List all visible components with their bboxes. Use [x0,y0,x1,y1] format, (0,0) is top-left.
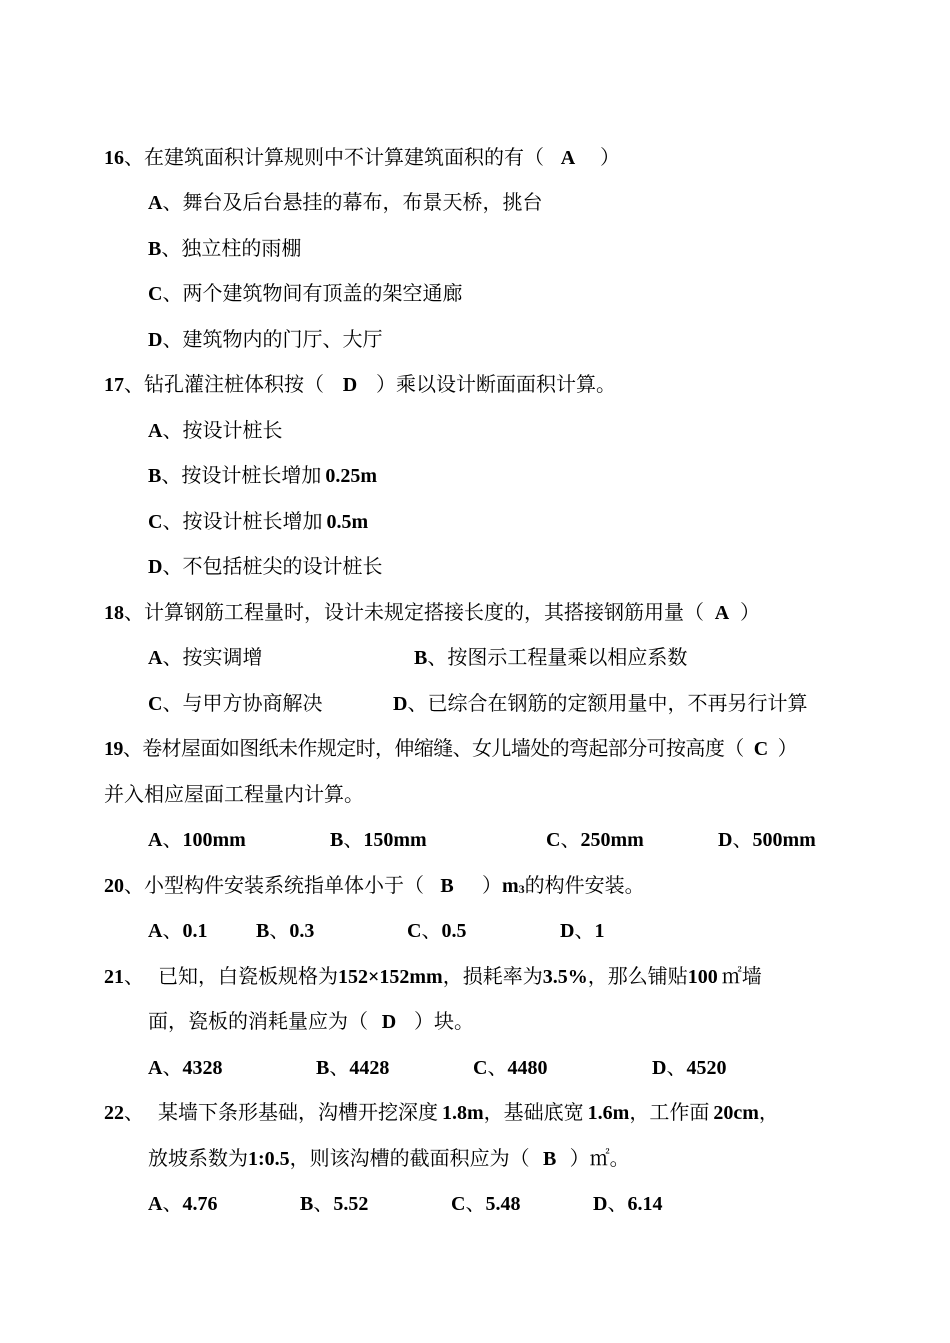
question-number: 16 [104,147,124,169]
separator: 、 [162,918,183,942]
option-b [148,235,301,262]
separator: 、 [269,918,290,942]
question-text: 并入相应屋面工程量内计算。 [104,782,364,806]
answer: D [342,374,358,396]
answer: B [440,875,454,897]
answer: A [714,602,730,624]
option-letter: D [148,329,163,351]
separator: 、 [421,918,442,942]
value: 1.6m [587,1102,630,1124]
question-16-stem [104,144,620,171]
option-b [256,917,314,944]
option-letter: B [414,647,428,669]
value: 20cm [713,1102,759,1124]
separator: 、 [162,827,183,851]
option-d [148,326,382,353]
question-18-stem [104,599,760,626]
option-text: 按实调增 [182,645,263,669]
option-text: 4520 [686,1057,727,1079]
option-d [718,826,816,853]
option-text: 5.48 [485,1193,521,1215]
option-letter: A [148,829,163,851]
option-letter: A [148,192,163,214]
separator: 、 [574,918,595,942]
option-letter: D [148,556,163,578]
option-letter: C [148,283,163,305]
value: 3.5% [542,966,588,988]
question-21-stem-line2 [148,1008,474,1035]
question-text: 面，瓷板的消耗量应为（ [148,1009,368,1033]
option-d [393,690,807,717]
value: 1:0.5 [248,1148,290,1170]
option-d [593,1190,662,1217]
separator: 、 [124,1100,144,1124]
question-text: ）㎡。 [569,1146,630,1170]
separator: 、 [162,190,183,214]
option-letter: C [473,1057,488,1079]
separator: 、 [161,236,182,260]
question-number: 22 [104,1102,124,1124]
separator: 、 [124,600,144,624]
separator: 、 [124,145,144,169]
option-c [546,826,644,853]
option-letter: C [148,693,163,715]
option-d [652,1054,726,1081]
option-b [316,1054,389,1081]
option-letter: C [148,511,163,533]
separator: 、 [124,372,144,396]
separator: 、 [162,554,183,578]
question-19-stem-line2 [104,781,364,807]
option-c [473,1054,547,1081]
separator: 、 [465,1191,486,1215]
option-a [148,417,282,444]
separator: 、 [162,1191,183,1215]
separator: 、 [162,645,183,669]
separator: 、 [162,1055,183,1079]
question-text: 在建筑面积计算规则中不计算建筑面积的有（ [144,145,544,169]
question-text: ） [740,600,760,624]
option-text: 按设计桩长 [182,418,283,442]
question-text: 已知，白瓷板规格为 [158,964,338,988]
option-text: 6.14 [627,1193,663,1215]
question-text: ，损耗率为 [442,964,543,988]
question-17-stem [104,371,616,398]
separator: 、 [732,827,753,851]
question-number: 17 [104,374,124,396]
answer: B [543,1148,557,1170]
separator: 、 [343,827,364,851]
question-22-stem-line2 [148,1145,630,1172]
option-d [560,917,604,944]
separator: 、 [607,1191,628,1215]
option-text: 0.1 [182,920,208,942]
question-22-stem [104,1099,779,1126]
option-letter: A [148,1193,163,1215]
option-a [148,644,262,671]
separator: 、 [124,964,144,988]
answer: D [381,1011,397,1033]
separator: 、 [487,1055,508,1079]
option-text: 不包括桩尖的设计桩长 [182,554,383,578]
option-text: 独立柱的雨棚 [181,236,302,260]
separator: 、 [666,1055,687,1079]
option-letter: A [148,1057,163,1079]
option-text: 1 [594,920,605,942]
option-text: 4428 [349,1057,390,1079]
option-value: 0.5m [326,511,369,533]
unit-exponent: 3 [518,882,525,896]
option-b [148,462,377,489]
option-letter: B [148,465,162,487]
option-text: 250mm [580,829,644,851]
answer: A [560,147,576,169]
separator: 、 [161,463,182,487]
option-letter: D [593,1193,608,1215]
question-text: 卷材屋面如图纸未作规定时，伸缩缝、女儿墙处的弯起部分可按高度（ [142,736,744,760]
option-text: 500mm [752,829,816,851]
value: 100 [687,966,718,988]
option-letter: C [546,829,561,851]
question-21-stem [104,963,762,990]
option-text: 4480 [507,1057,548,1079]
option-c [407,917,466,944]
question-number: 18 [104,602,124,624]
answer: C [753,738,768,760]
option-letter: D [393,693,408,715]
question-text: 放坡系数为 [148,1146,248,1170]
question-text: ） [777,736,798,760]
option-a [148,1190,217,1217]
option-letter: B [256,920,270,942]
option-a [148,1054,222,1081]
value: 1.8m [442,1102,484,1124]
separator: 、 [427,645,448,669]
question-number: 21 [104,966,124,988]
separator: 、 [313,1191,334,1215]
option-text: 按图示工程量乘以相应系数 [447,645,688,669]
separator: 、 [407,691,428,715]
option-text: 5.52 [333,1193,369,1215]
value: 152×152mm [338,966,443,988]
option-text: 100mm [182,829,246,851]
option-c [148,508,368,535]
option-text: 150mm [363,829,427,851]
option-b [330,826,427,853]
option-text: 按设计桩长增加 [182,509,323,533]
option-a [148,917,207,944]
option-text: 舞台及后台悬挂的幕布，布景天桥，挑台 [182,190,543,214]
question-text: ， [758,1100,779,1124]
question-number: 20 [104,875,124,897]
separator: 、 [124,873,144,897]
option-b [300,1190,368,1217]
option-letter: B [300,1193,314,1215]
separator: 、 [329,1055,350,1079]
separator: 、 [162,327,183,351]
option-d [148,553,382,580]
question-text: ，那么铺贴 [587,964,688,988]
question-text: 计算钢筋工程量时，设计未规定搭接长度的，其搭接钢筋用量（ [144,600,704,624]
option-a [148,826,246,853]
option-text: 0.3 [289,920,315,942]
question-text: ㎡墙 [721,964,762,988]
unit: m [502,875,519,897]
option-letter: B [330,829,344,851]
option-text: 两个建筑物间有顶盖的架空通廊 [182,281,463,305]
separator: 、 [122,736,143,760]
option-b [414,644,687,671]
separator: 、 [560,827,581,851]
option-a [148,189,542,216]
option-letter: B [148,238,162,260]
question-text: ）块。 [414,1009,474,1033]
option-text: 与甲方协商解决 [182,691,323,715]
option-letter: C [451,1193,466,1215]
question-text: 小型构件安装系统指单体小于（ [144,873,424,897]
question-text: ） [600,145,620,169]
separator: 、 [162,691,183,715]
question-19-stem [104,735,797,762]
option-letter: C [407,920,422,942]
option-letter: D [560,920,575,942]
option-c [148,690,322,717]
option-letter: D [652,1057,667,1079]
separator: 、 [162,509,183,533]
option-c [148,280,462,307]
question-text: ，则该沟槽的截面积应为（ [289,1146,530,1170]
separator: 、 [162,281,183,305]
option-letter: A [148,920,163,942]
separator: 、 [162,418,183,442]
option-letter: A [148,647,163,669]
question-text: ，基础底宽 [483,1100,584,1124]
question-text: 钻孔灌注桩体积按（ [144,372,324,396]
option-letter: B [316,1057,330,1079]
option-text: 4.76 [182,1193,218,1215]
option-c [451,1190,520,1217]
option-text: 按设计桩长增加 [181,463,322,487]
option-letter: D [718,829,733,851]
option-letter: A [148,420,163,442]
question-text: 某墙下条形基础，沟槽开挖深度 [158,1100,438,1124]
option-text: 建筑物内的门厅、大厅 [182,327,383,351]
option-text: 0.5 [441,920,467,942]
question-20-stem: 20、小型构件安装系统指单体小于（ B ）m3的构件安装。 [104,873,645,897]
question-text: 的构件安装。 [524,873,645,897]
option-text: 4328 [182,1057,223,1079]
question-text: ）乘以设计断面面积计算。 [376,372,616,396]
question-text: ，工作面 [629,1100,710,1124]
option-text: 已综合在钢筋的定额用量中，不再另行计算 [427,691,808,715]
option-value: 0.25m [325,465,378,487]
question-number: 19 [104,738,123,760]
